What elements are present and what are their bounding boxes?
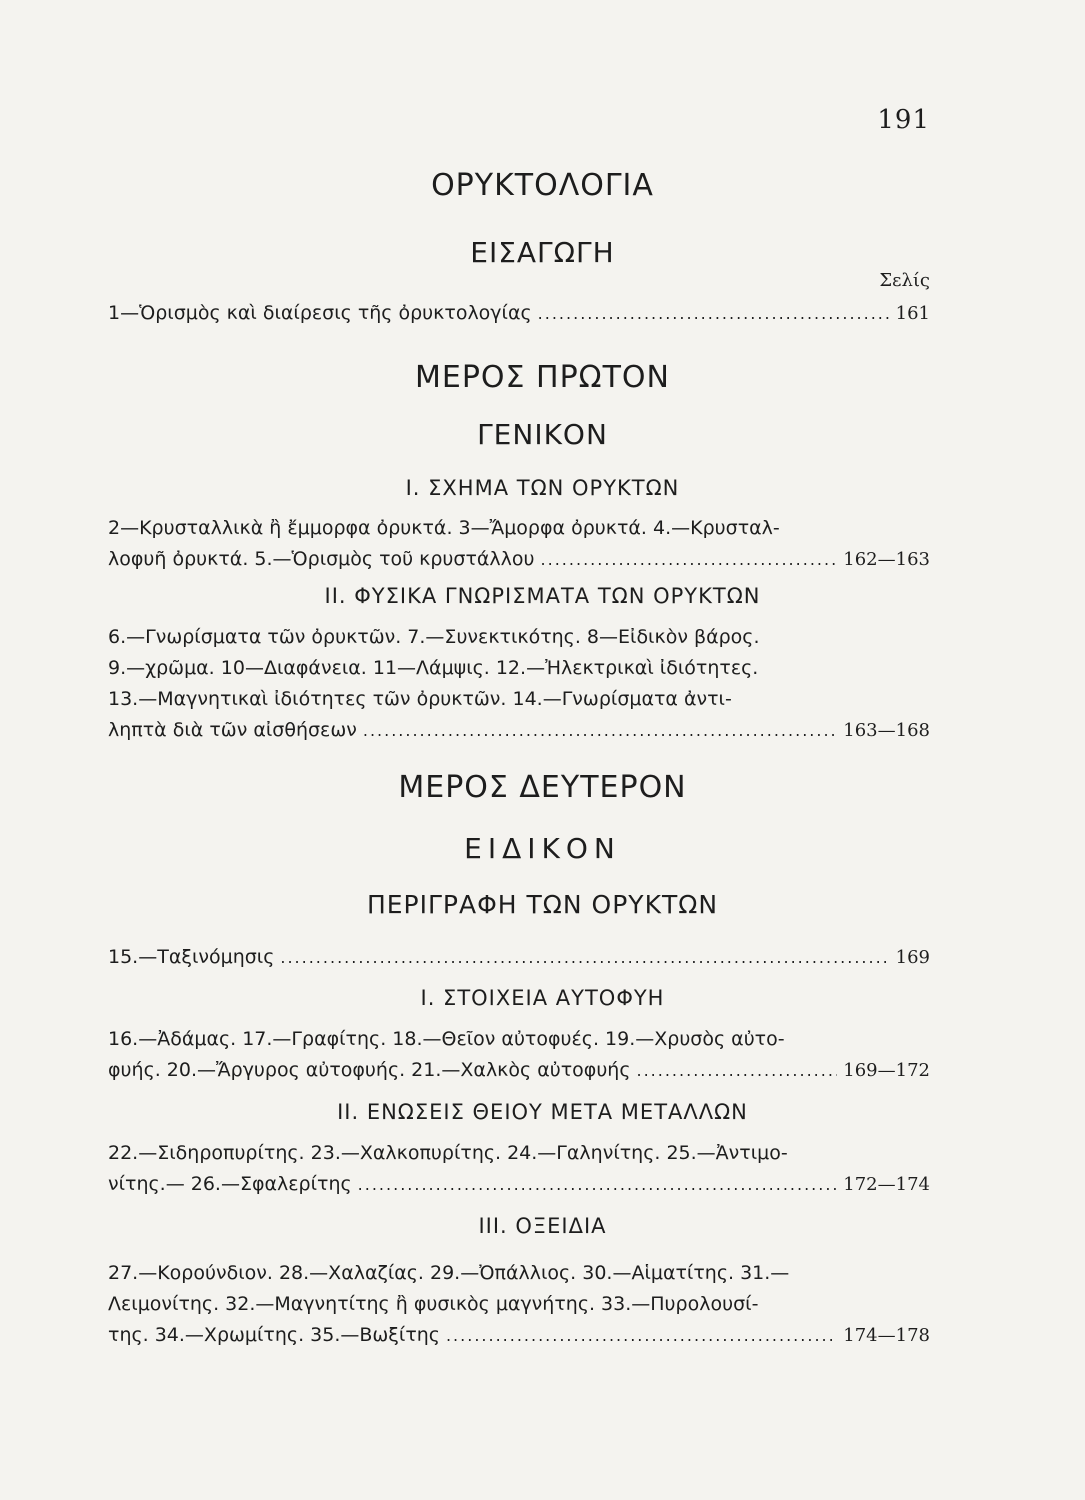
toc-entry-line: 9.—χρῶμα. 10—Διαφάνεια. 11—Λάμψις. 12.—Ἠλεκτρικαὶ ἰδιότητες.	[108, 657, 759, 679]
toc-entry-intro	[108, 298, 930, 329]
toc-entry-part2-s3	[108, 1258, 930, 1351]
toc-entry-pages: 172—174	[843, 1174, 930, 1195]
toc-entry-line: 22.—Σιδηροπυρίτης. 23.—Χαλκοπυρίτης. 24.—Γαληνίτης. 25.—Ἀντιμο-	[108, 1142, 788, 1164]
page-column-label: Σελίς	[879, 270, 930, 291]
leader-dots	[538, 298, 890, 329]
page-number: 191	[877, 105, 930, 135]
toc-entry-part1-s2	[108, 622, 930, 746]
part1-section-2-heading: II. ΦΥΣΙΚΑ ΓΝΩΡΙΣΜΑΤΑ ΤΩΝ ΟΡΥΚΤΩΝ	[324, 584, 761, 608]
part1-section-1-heading: I. ΣΧΗΜΑ ΤΩΝ ΟΡΥΚΤΩΝ	[405, 476, 680, 500]
toc-entry-last-line: της. 34.—Χρωμίτης. 35.—Βωξίτης ..... 174—178	[108, 1320, 930, 1351]
toc-entry-line: 16.—Ἀδάμας. 17.—Γραφίτης. 18.—Θεῖον αὐτοφυές. 19.—Χρυσὸς αὐτο-	[108, 1028, 785, 1050]
toc-entry-pages: 169	[895, 947, 930, 968]
toc-entry-last-line: 15.—Ταξινόμησις ..... 169	[108, 942, 930, 973]
toc-entry-part1-s1	[108, 513, 930, 575]
toc-entry-last-line: λοφυῆ ὀρυκτά. 5.—Ὁρισμὸς τοῦ κρυστάλλου ..... 162—163	[108, 544, 930, 575]
toc-entry-last-line: φυής. 20.—Ἄργυρος αὐτοφυής. 21.—Χαλκὸς αὐτοφυής ..... 169—172	[108, 1055, 930, 1086]
toc-entry-classification	[108, 942, 930, 973]
leader-dots	[446, 1320, 837, 1351]
leader-dots	[637, 1055, 838, 1086]
leader-dots	[280, 942, 889, 973]
part2-subtitle: ΕΙΔΙΚΟΝ	[464, 832, 621, 865]
toc-entry-last-line: νίτης.— 26.—Σφαλερίτης ..... 172—174	[108, 1169, 930, 1200]
toc-entry-line: 6.—Γνωρίσματα τῶν ὀρυκτῶν. 7.—Συνεκτικότης. 8—Εἰδικὸν βάρος.	[108, 626, 760, 648]
toc-entry-line: 2—Κρυσταλλικὰ ἢ ἔμμορφα ὀρυκτά. 3—Ἄμορφα ὀρυκτά. 4.—Κρυσταλ-	[108, 517, 780, 539]
toc-entry-line: Λειμονίτης. 32.—Μαγνητίτης ἢ φυσικὸς μαγνήτης. 33.—Πυρολουσί-	[108, 1293, 759, 1315]
part2-section-3-heading: III. ΟΞΕΙΔΙΑ	[478, 1214, 607, 1238]
toc-entry-pages: 163—168	[843, 720, 930, 741]
part2-title: ΜΕΡΟΣ ΔΕΥΤΕΡΟΝ	[398, 770, 687, 805]
intro-heading: ΕΙΣΑΓΩΓΗ	[470, 236, 615, 269]
leader-dots	[541, 544, 838, 575]
part2-section-2-heading: II. ΕΝΩΣΕΙΣ ΘΕΙΟΥ ΜΕΤΑ ΜΕΤΑΛΛΩΝ	[337, 1100, 748, 1124]
toc-entry-pages: 174—178	[843, 1325, 930, 1346]
part1-title: ΜΕΡΟΣ ΠΡΩΤΟΝ	[415, 360, 670, 395]
toc-entry-part2-s1	[108, 1024, 930, 1086]
toc-entry-pages: 169—172	[843, 1060, 930, 1081]
toc-entry-line: 27.—Κορούνδιον. 28.—Χαλαζίας. 29.—Ὀπάλλιος. 30.—Αἱματίτης. 31.—	[108, 1262, 790, 1284]
toc-entry-part2-s2	[108, 1138, 930, 1200]
leader-dots	[363, 715, 837, 746]
part1-subtitle: ΓΕΝΙΚΟΝ	[477, 418, 608, 451]
toc-entry-last-line: ληπτὰ διὰ τῶν αἰσθήσεων ..... 163—168	[108, 715, 930, 746]
page-title: ΟΡΥΚΤΟΛΟΓΙΑ	[431, 168, 654, 203]
toc-entry-pages: 161	[895, 303, 930, 324]
leader-dots	[358, 1169, 838, 1200]
toc-entry-line: 13.—Μαγνητικαὶ ἰδιότητες τῶν ὀρυκτῶν. 14.—Γνωρίσματα ἀντι-	[108, 688, 732, 710]
toc-entry-last-line: 1—Ὁρισμὸς καὶ διαίρεσις τῆς ὀρυκτολογίας ..... 161	[108, 298, 930, 329]
part2-description-heading: ΠΕΡΙΓΡΑΦΗ ΤΩΝ ΟΡΥΚΤΩΝ	[366, 890, 719, 919]
toc-entry-pages: 162—163	[843, 549, 930, 570]
part2-section-1-heading: I. ΣΤΟΙΧΕΙΑ ΑΥΤΟΦΥΗ	[420, 986, 665, 1010]
